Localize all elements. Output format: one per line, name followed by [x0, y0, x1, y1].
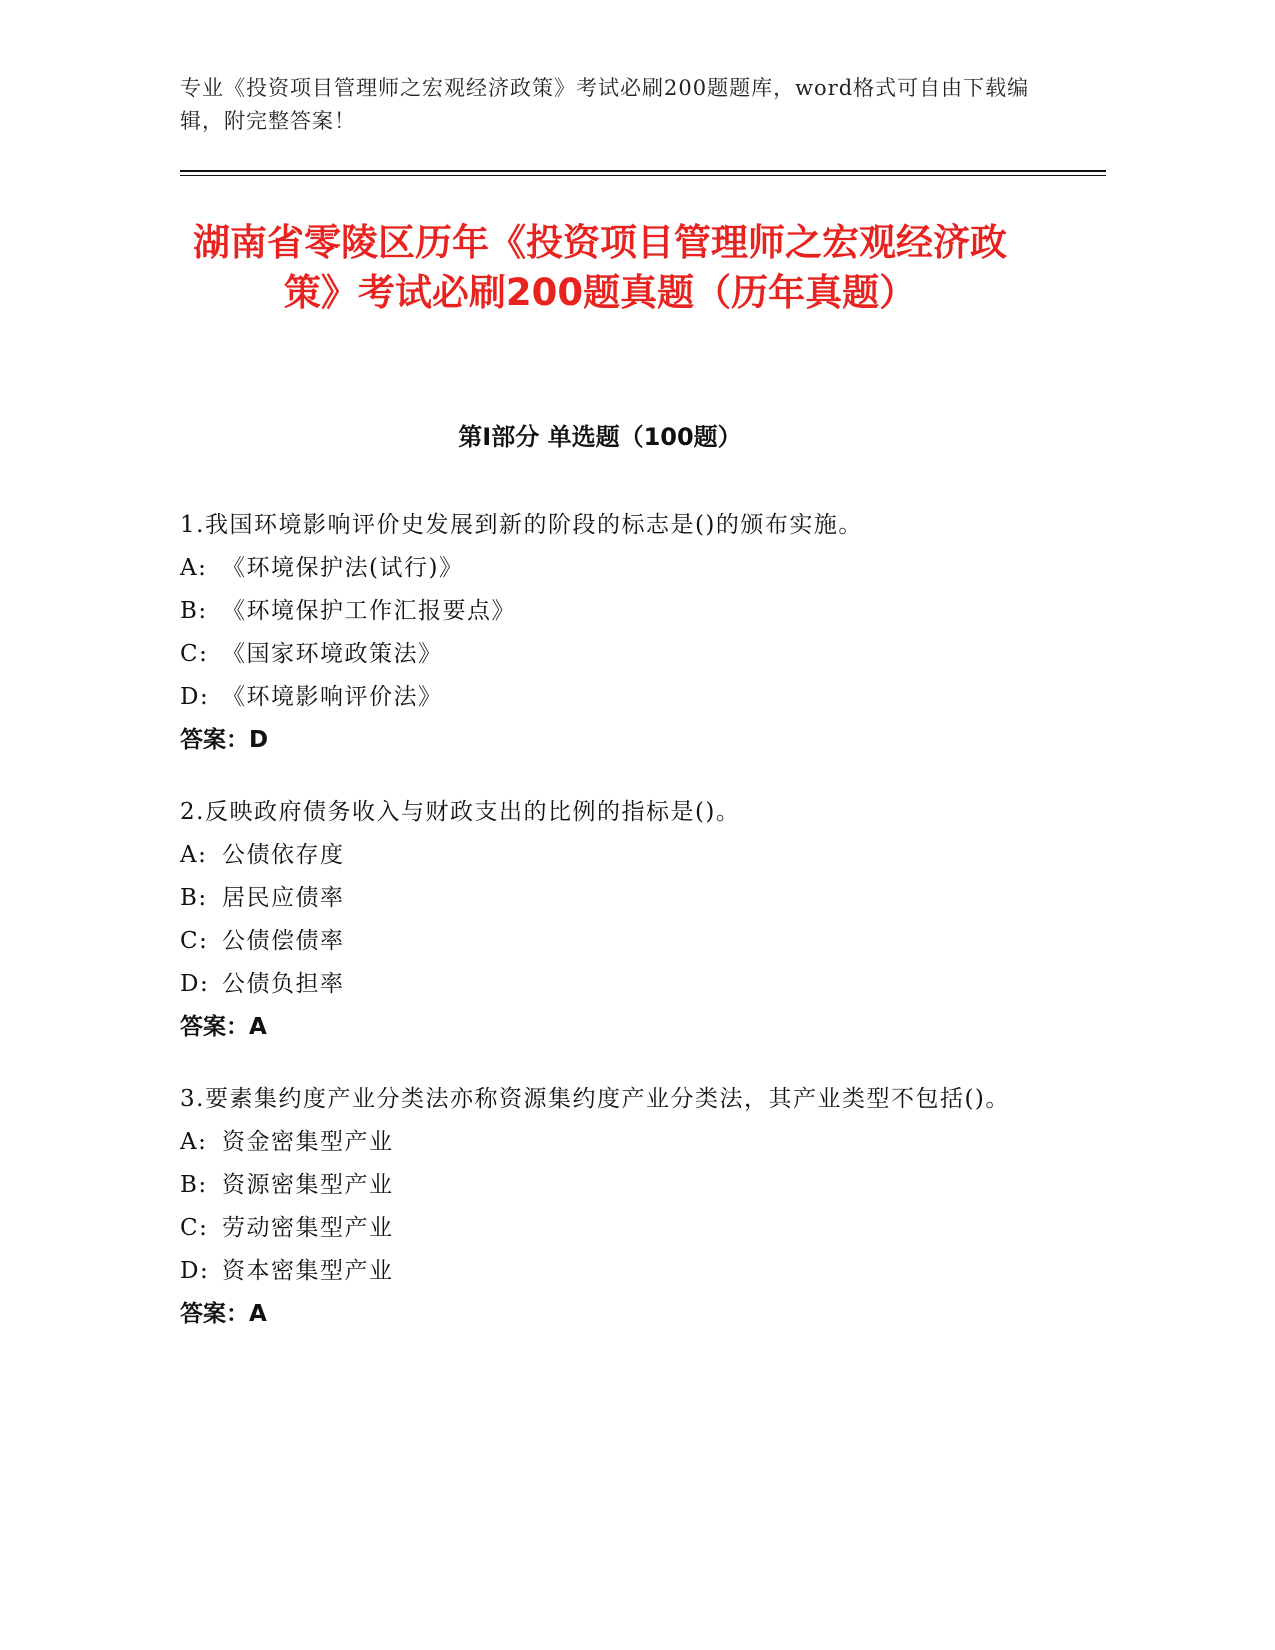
option-key: C:	[180, 1215, 209, 1241]
option-c	[180, 921, 1020, 961]
option-d	[180, 964, 1020, 1004]
header-divider-thick	[180, 170, 1106, 172]
header-divider-thin	[180, 175, 1106, 176]
option-text: 《环境影响评价法》	[222, 684, 443, 710]
option-key: A:	[180, 1129, 208, 1155]
question-2	[180, 792, 1020, 1047]
option-text: 公债依存度	[222, 842, 345, 868]
option-text: 《环境保护法(试行)》	[222, 555, 464, 581]
option-key: A:	[180, 842, 208, 868]
option-text: 资源密集型产业	[222, 1172, 394, 1198]
option-key: D:	[180, 971, 210, 997]
question-list	[180, 505, 1020, 1366]
question-1	[180, 505, 1020, 760]
option-text: 《国家环境政策法》	[222, 641, 443, 667]
section-title: 第Ⅰ部分 单选题（100题）	[458, 423, 742, 451]
option-key: D:	[180, 1258, 210, 1284]
option-key: B:	[180, 598, 208, 624]
option-key: B:	[180, 1172, 208, 1198]
option-text: 公债负担率	[222, 971, 345, 997]
option-b	[180, 591, 1020, 631]
option-key: C:	[180, 641, 209, 667]
option-text: 居民应债率	[222, 885, 345, 911]
question-stem: 1.我国环境影响评价史发展到新的阶段的标志是()的颁布实施。	[180, 512, 863, 538]
option-key: C:	[180, 928, 209, 954]
option-b	[180, 1165, 1020, 1205]
option-d	[180, 1251, 1020, 1291]
option-a	[180, 1122, 1020, 1162]
answer-line: 答案：D	[180, 727, 269, 753]
option-b	[180, 878, 1020, 918]
question-stem: 3.要素集约度产业分类法亦称资源集约度产业分类法，其产业类型不包括()。	[180, 1086, 1010, 1112]
header-note: 专业《投资项目管理师之宏观经济政策》考试必刷200题题库，word格式可自由下载编辑，附完整答案！	[180, 76, 1030, 133]
answer-line: 答案：A	[180, 1014, 267, 1040]
option-a	[180, 835, 1020, 875]
question-3	[180, 1079, 1020, 1334]
document-title: 湖南省零陵区历年《投资项目管理师之宏观经济政策》考试必刷200题真题（历年真题）	[193, 221, 1007, 314]
option-text: 《环境保护工作汇报要点》	[222, 598, 516, 624]
option-c	[180, 634, 1020, 674]
option-d	[180, 677, 1020, 717]
option-text: 劳动密集型产业	[222, 1215, 394, 1241]
question-stem: 2.反映政府债务收入与财政支出的比例的指标是()。	[180, 799, 741, 825]
option-text: 资金密集型产业	[222, 1129, 394, 1155]
option-c	[180, 1208, 1020, 1248]
answer-line: 答案：A	[180, 1301, 267, 1327]
option-key: D:	[180, 684, 210, 710]
option-a	[180, 548, 1020, 588]
option-key: B:	[180, 885, 208, 911]
option-text: 资本密集型产业	[222, 1258, 394, 1284]
option-key: A:	[180, 555, 208, 581]
option-text: 公债偿债率	[222, 928, 345, 954]
